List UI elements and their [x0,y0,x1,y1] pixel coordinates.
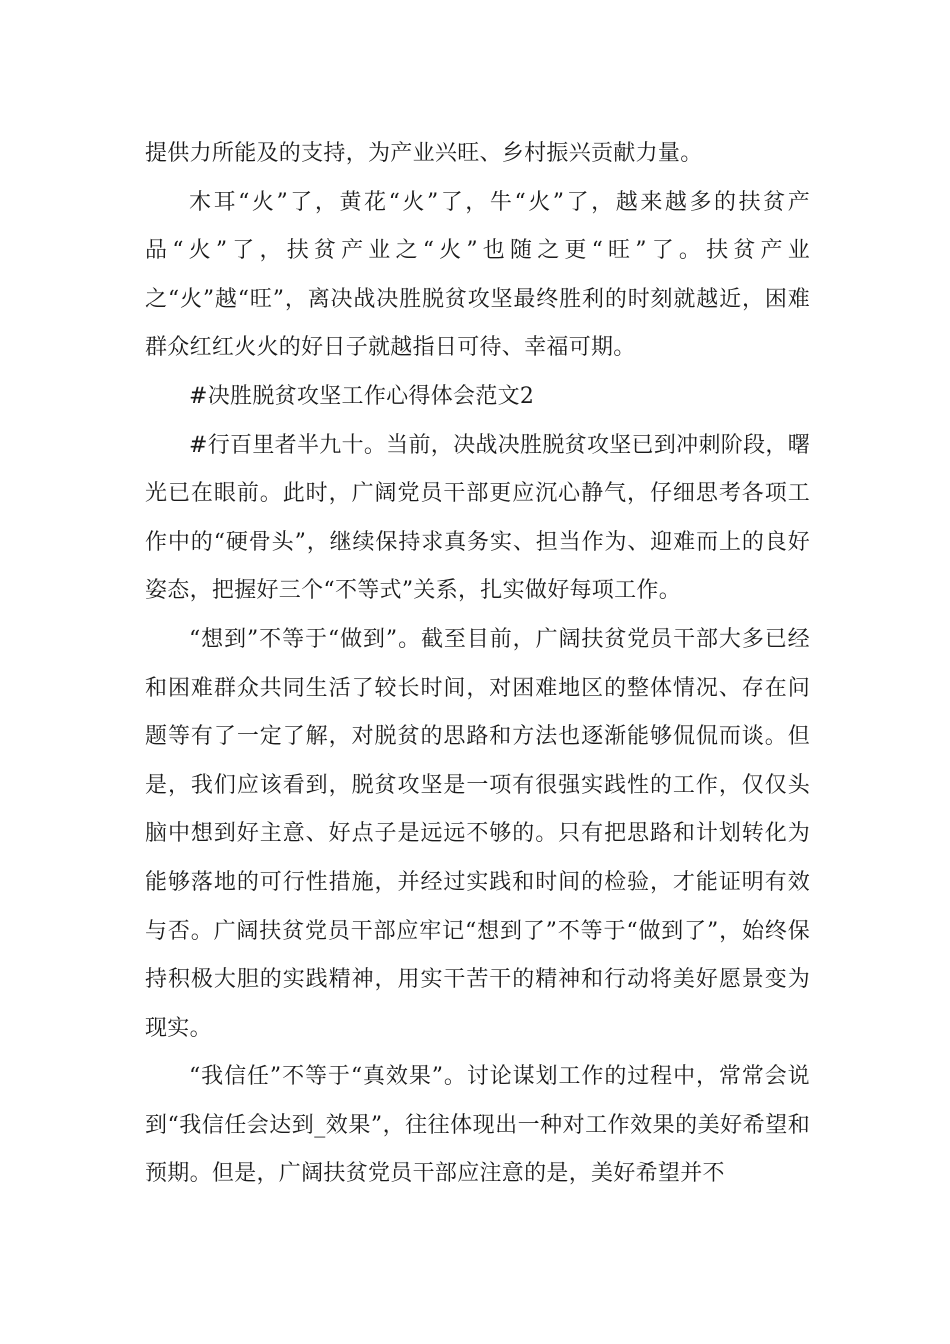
paragraph-fire-industry: 木耳“火”了，黄花“火”了，牛“火”了，越来越多的扶贫产品“火”了，扶贫产业之“火”也随之更“旺”了。扶贫产业之“火”越“旺”，离决战决胜脱贫攻坚最终胜利的时刻就越近，困难群众红红火火的好日子就越指日可待、幸福可期。 [145,189,810,361]
paragraph-trust-vs-effect: “我信任”不等于“真效果”。讨论谋划工作的过程中，常常会说到“我信任会达到_效果”，往往体现出一种对工作效果的美好希望和预期。但是，广阔扶贫党员干部应注意的是，美好希望并不 [145,1064,810,1187]
paragraph-continuation: 提供力所能及的支持，为产业兴旺、乡村振兴贡献力量。 [145,141,703,166]
paragraph-hundred-li: #行百里者半九十。当前，决战决胜脱贫攻坚已到冲刺阶段，曙光已在眼前。此时，广阔党员干部更应沉心静气，仔细思考各项工作中的“硬骨头”，继续保持求真务实、担当作为、迎难而上的良好姿态，把握好三个“不等式”关系，扎实做好每项工作。 [145,432,810,604]
document-body [145,130,810,1199]
section-heading: #决胜脱贫攻坚工作心得体会范文2 [189,383,535,409]
paragraph-think-vs-do: “想到”不等于“做到”。截至目前，广阔扶贫党员干部大多已经和困难群众共同生活了较长时间，对困难地区的整体情况、存在问题等有了一定了解，对脱贫的思路和方法也逐渐能够侃侃而谈。但是，我们应该看到，脱贫攻坚是一项有很强实践性的工作，仅仅头脑中想到好主意、好点子是远远不够的。只有把思路和计划转化为能够落地的可行性措施，并经过实践和时间的检验，才能证明有效与否。广阔扶贫党员干部应牢记“想到了”不等于“做到了”，始终保持积极大胆的实践精神，用实干苦干的精神和行动将美好愿景变为现实。 [145,626,810,1041]
